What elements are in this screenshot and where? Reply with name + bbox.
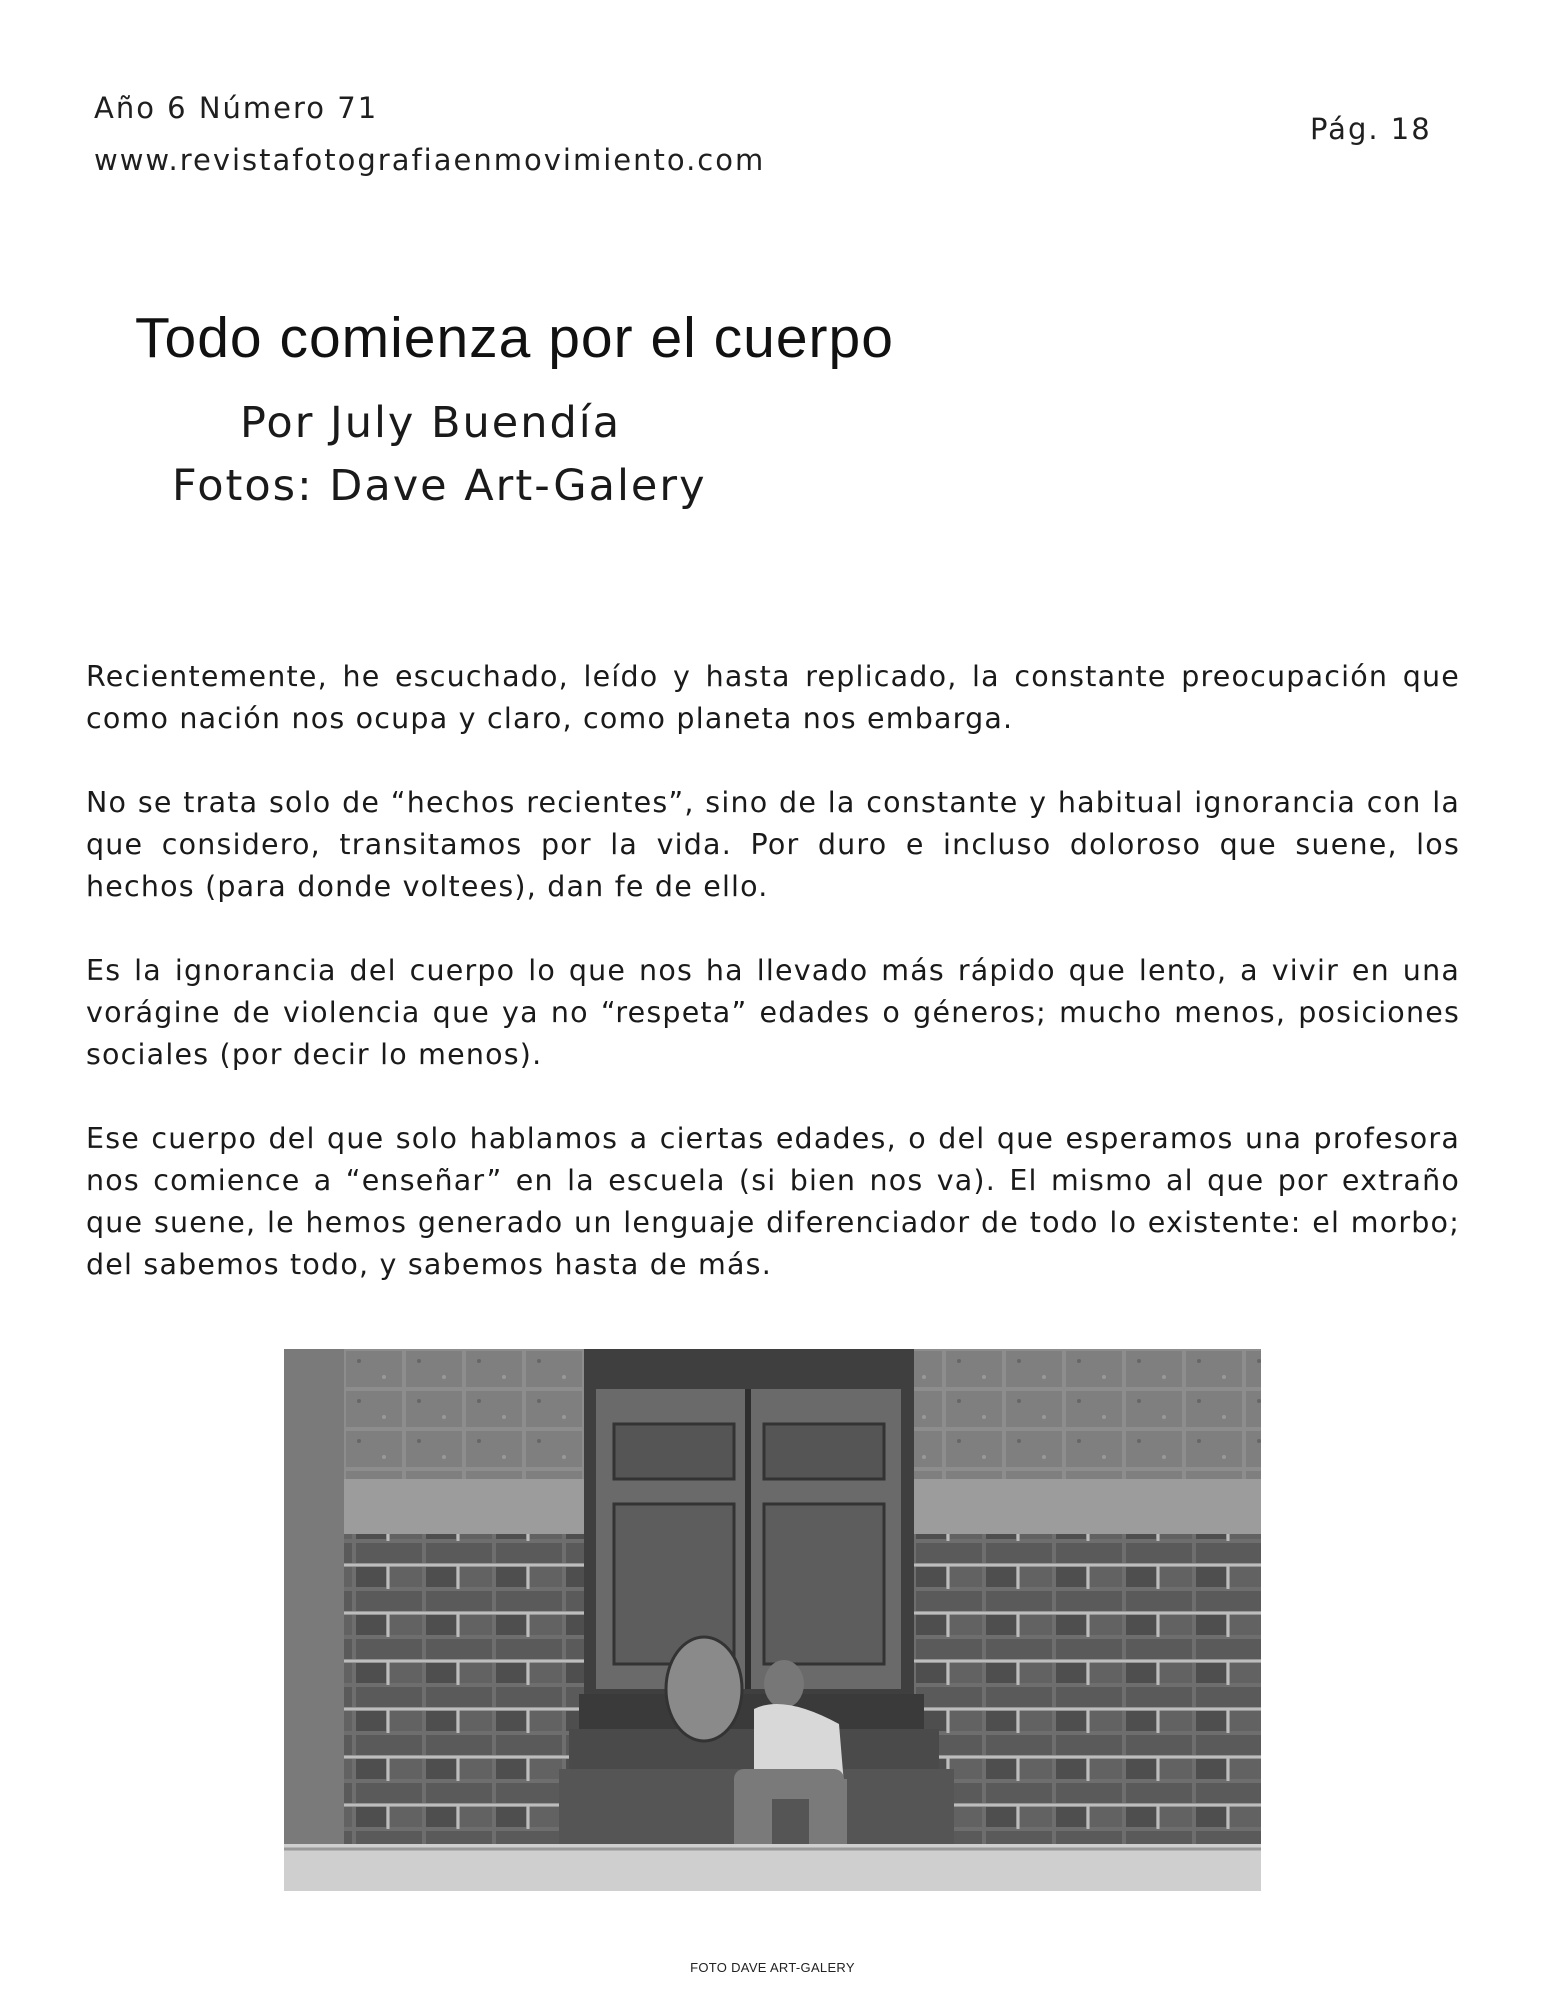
article-body [86,656,1460,1328]
page-number: Pág. 18 [1310,112,1432,146]
photo-caption: FOTO DAVE ART-GALERY [690,1960,855,1975]
paragraph: No se trata solo de “hechos recientes”, sino de la constante y habitual ignorancia con la que considero, transitamos por la vida. Por duro e incluso doloroso que suene, los hechos (para donde voltees), dan fe de ello. [86,786,1460,903]
article-photo [284,1349,1261,1891]
article-title: Todo comienza por el cuerpo [135,306,894,370]
paragraph: Recientemente, he escuchado, leído y hasta replicado, la constante preocupación que como nación nos ocupa y claro, como planeta nos embarga. [86,660,1460,735]
article-author: Por July Buendía [240,398,622,448]
photo-illustration [284,1349,1261,1891]
issue-number: Año 6 Número 71 [94,91,379,125]
paragraph: Es la ignorancia del cuerpo lo que nos ha llevado más rápido que lento, a vivir en una vorágine de violencia que ya no “respeta” edades o géneros; mucho menos, posiciones sociales (por decir lo menos). [86,954,1460,1071]
photos-credit: Fotos: Dave Art-Galery [172,461,707,511]
issue-header [94,82,765,186]
paragraph: Ese cuerpo del que solo hablamos a ciertas edades, o del que esperamos una profesora nos comience a “enseñar” en la escuela (si bien nos va). El mismo al que por extraño que suene, le hemos generado un lenguaje diferenciador de todo lo existente: el morbo; del sabemos todo, y sabemos hasta de más. [86,1122,1460,1281]
website-url[interactable]: www.revistafotografiaenmovimiento.com [94,143,766,177]
